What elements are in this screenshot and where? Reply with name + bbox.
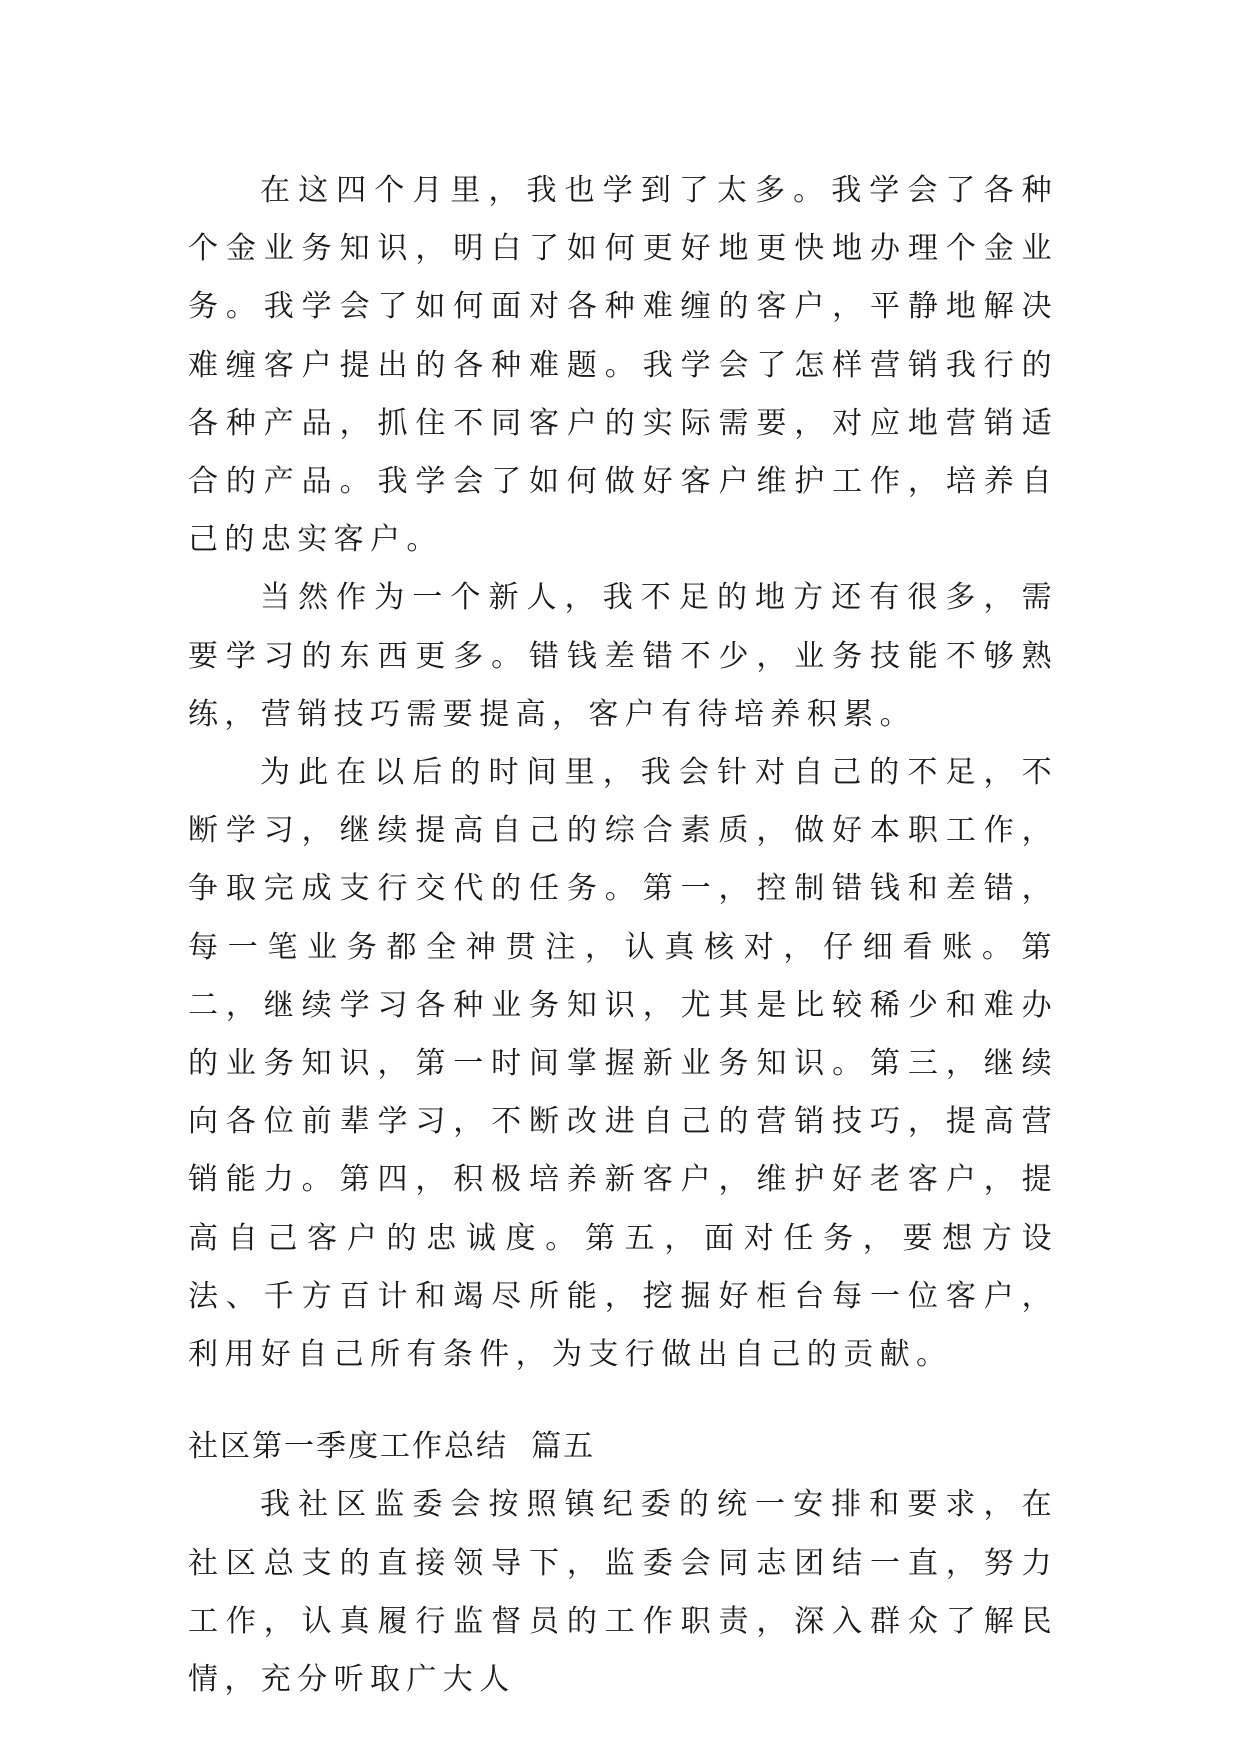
paragraph-experience-learned: 在这四个月里，我也学到了太多。我学会了各种个金业务知识，明白了如何更好地更快地办理个金业务。我学会了如何面对各种难缠的客户，平静地解决难缠客户提出的各种难题。我学会了怎样营销我行的各种产品，抓住不同客户的实际需要，对应地营销适合的产品。我学会了如何做好客户维护工作，培养自己的忠实客户。 <box>188 173 1058 558</box>
paragraph-shortcomings: 当然作为一个新人，我不足的地方还有很多，需要学习的东西更多。错钱差错不少，业务技能不够熟练，营销技巧需要提高，客户有待培养积累。 <box>188 580 1058 732</box>
document-body <box>188 162 1058 1709</box>
paragraph-community-intro: 我社区监委会按照镇纪委的统一安排和要求，在社区总支的直接领导下，监委会同志团结一直，努力工作，认真履行监督员的工作职责，深入群众了解民情，充分听取广大人 <box>188 1487 1058 1698</box>
paragraph-improvement-plan: 为此在以后的时间里，我会针对自己的不足，不断学习，继续提高自己的综合素质，做好本职工作，争取完成支行交代的任务。第一，控制错钱和差错，每一笔业务都全神贯注，认真核对，仔细看账。第二，继续学习各种业务知识，尤其是比较稀少和难办的业务知识，第一时间掌握新业务知识。第三，继续向各位前辈学习，不断改进自己的营销技巧，提高营销能力。第四，积极培养新客户，维护好老客户，提高自己客户的忠诚度。第五，面对任务，要想方设法、千方百计和竭尽所能，挖掘好柜台每一位客户，利用好自己所有条件，为支行做出自己的贡献。 <box>188 755 1058 1373</box>
section-heading: 社区第一季度工作总结 篇五 <box>188 1429 596 1465</box>
